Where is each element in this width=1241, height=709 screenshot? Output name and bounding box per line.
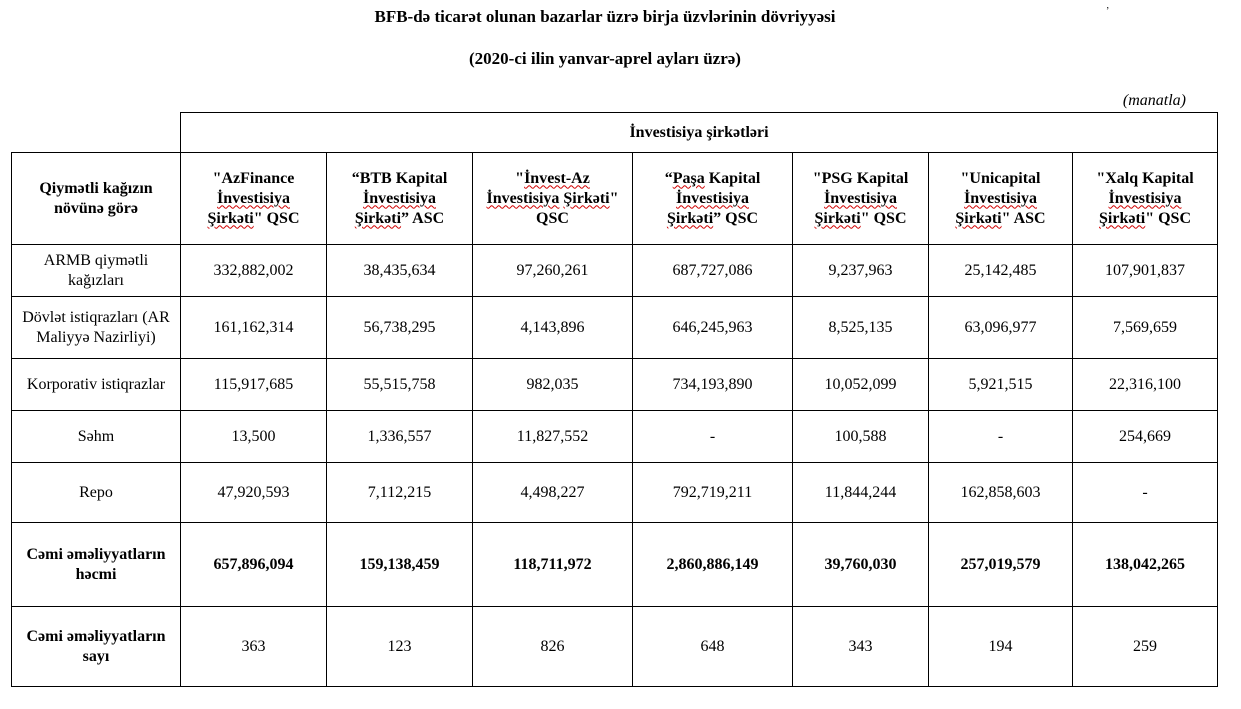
cell-value: 162,858,603 — [929, 463, 1073, 523]
row-label: Cəmi əməliyyatların sayı — [12, 607, 181, 687]
cell-value: 1,336,557 — [327, 411, 473, 463]
cell-value: 115,917,685 — [181, 359, 327, 411]
total-value: 39,760,030 — [793, 523, 929, 607]
cell-value: 22,316,100 — [1073, 359, 1218, 411]
cell-value: 47,920,593 — [181, 463, 327, 523]
table-row — [12, 297, 1218, 359]
company-header: "PSG Kapital İnvestisiya Şirkəti" QSC — [793, 153, 929, 245]
table-row — [12, 463, 1218, 523]
company-header: “BTB Kapital İnvestisiya Şirkəti” ASC — [327, 153, 473, 245]
cell-value: 25,142,485 — [929, 245, 1073, 297]
unit-label: (manatla) — [1122, 92, 1186, 109]
cell-value: 4,143,896 — [473, 297, 633, 359]
count-value: 194 — [929, 607, 1073, 687]
cell-value: 982,035 — [473, 359, 633, 411]
count-value: 826 — [473, 607, 633, 687]
cell-value: 161,162,314 — [181, 297, 327, 359]
turnover-table — [11, 112, 1218, 687]
total-value: 159,138,459 — [327, 523, 473, 607]
total-value: 657,896,094 — [181, 523, 327, 607]
corner-mark: , — [1106, 0, 1109, 11]
cell-value: 646,245,963 — [633, 297, 793, 359]
cell-value: 9,237,963 — [793, 245, 929, 297]
cell-value: 13,500 — [181, 411, 327, 463]
total-count-row — [12, 607, 1218, 687]
cell-value: 11,844,244 — [793, 463, 929, 523]
cell-value: - — [633, 411, 793, 463]
table-row — [12, 411, 1218, 463]
row-header-label: Qiymətli kağızın növünə görə — [12, 153, 181, 245]
cell-value: 254,669 — [1073, 411, 1218, 463]
total-volume-row — [12, 523, 1218, 607]
cell-value: 38,435,634 — [327, 245, 473, 297]
row-label: Cəmi əməliyyatların həcmi — [12, 523, 181, 607]
company-header: "İnvest-Az İnvestisiya Şirkəti" QSC — [473, 153, 633, 245]
cell-value: 792,719,211 — [633, 463, 793, 523]
cell-value: 107,901,837 — [1073, 245, 1218, 297]
total-value: 257,019,579 — [929, 523, 1073, 607]
count-value: 123 — [327, 607, 473, 687]
page-subtitle: (2020-ci ilin yanvar-aprel ayları üzrə) — [469, 49, 741, 68]
page-title: BFB-də ticarət olunan bazarlar üzrə birja üzvlərinin dövriyyəsi — [374, 7, 836, 26]
count-value: 648 — [633, 607, 793, 687]
cell-value: 55,515,758 — [327, 359, 473, 411]
total-value: 2,860,886,149 — [633, 523, 793, 607]
cell-value: 63,096,977 — [929, 297, 1073, 359]
row-label: Səhm — [12, 411, 181, 463]
cell-value: 100,588 — [793, 411, 929, 463]
company-header: "Xalq Kapital İnvestisiya Şirkəti" QSC — [1073, 153, 1218, 245]
row-label: Repo — [12, 463, 181, 523]
group-header: İnvestisiya şirkətləri — [181, 113, 1218, 153]
cell-value: 7,569,659 — [1073, 297, 1218, 359]
cell-value: 734,193,890 — [633, 359, 793, 411]
cell-value: 687,727,086 — [633, 245, 793, 297]
row-label: ARMB qiymətli kağızları — [12, 245, 181, 297]
cell-value: - — [929, 411, 1073, 463]
cell-value: 8,525,135 — [793, 297, 929, 359]
cell-value: 10,052,099 — [793, 359, 929, 411]
cell-value: 97,260,261 — [473, 245, 633, 297]
cell-value: 4,498,227 — [473, 463, 633, 523]
table-row — [12, 245, 1218, 297]
cell-value: 56,738,295 — [327, 297, 473, 359]
table-row — [12, 359, 1218, 411]
row-label: Dövlət istiqrazları (AR Maliyyə Nazirliyi) — [12, 297, 181, 359]
count-value: 363 — [181, 607, 327, 687]
company-header: “Paşa Kapital İnvestisiya Şirkəti” QSC — [633, 153, 793, 245]
cell-value: 5,921,515 — [929, 359, 1073, 411]
count-value: 259 — [1073, 607, 1218, 687]
company-header: "AzFinance İnvestisiya Şirkəti" QSC — [181, 153, 327, 245]
count-value: 343 — [793, 607, 929, 687]
company-header: "Unicapital İnvestisiya Şirkəti" ASC — [929, 153, 1073, 245]
total-value: 138,042,265 — [1073, 523, 1218, 607]
cell-value: 11,827,552 — [473, 411, 633, 463]
cell-value: 7,112,215 — [327, 463, 473, 523]
cell-value: 332,882,002 — [181, 245, 327, 297]
table-corner-blank — [12, 113, 181, 153]
cell-value: - — [1073, 463, 1218, 523]
row-label: Korporativ istiqrazlar — [12, 359, 181, 411]
total-value: 118,711,972 — [473, 523, 633, 607]
